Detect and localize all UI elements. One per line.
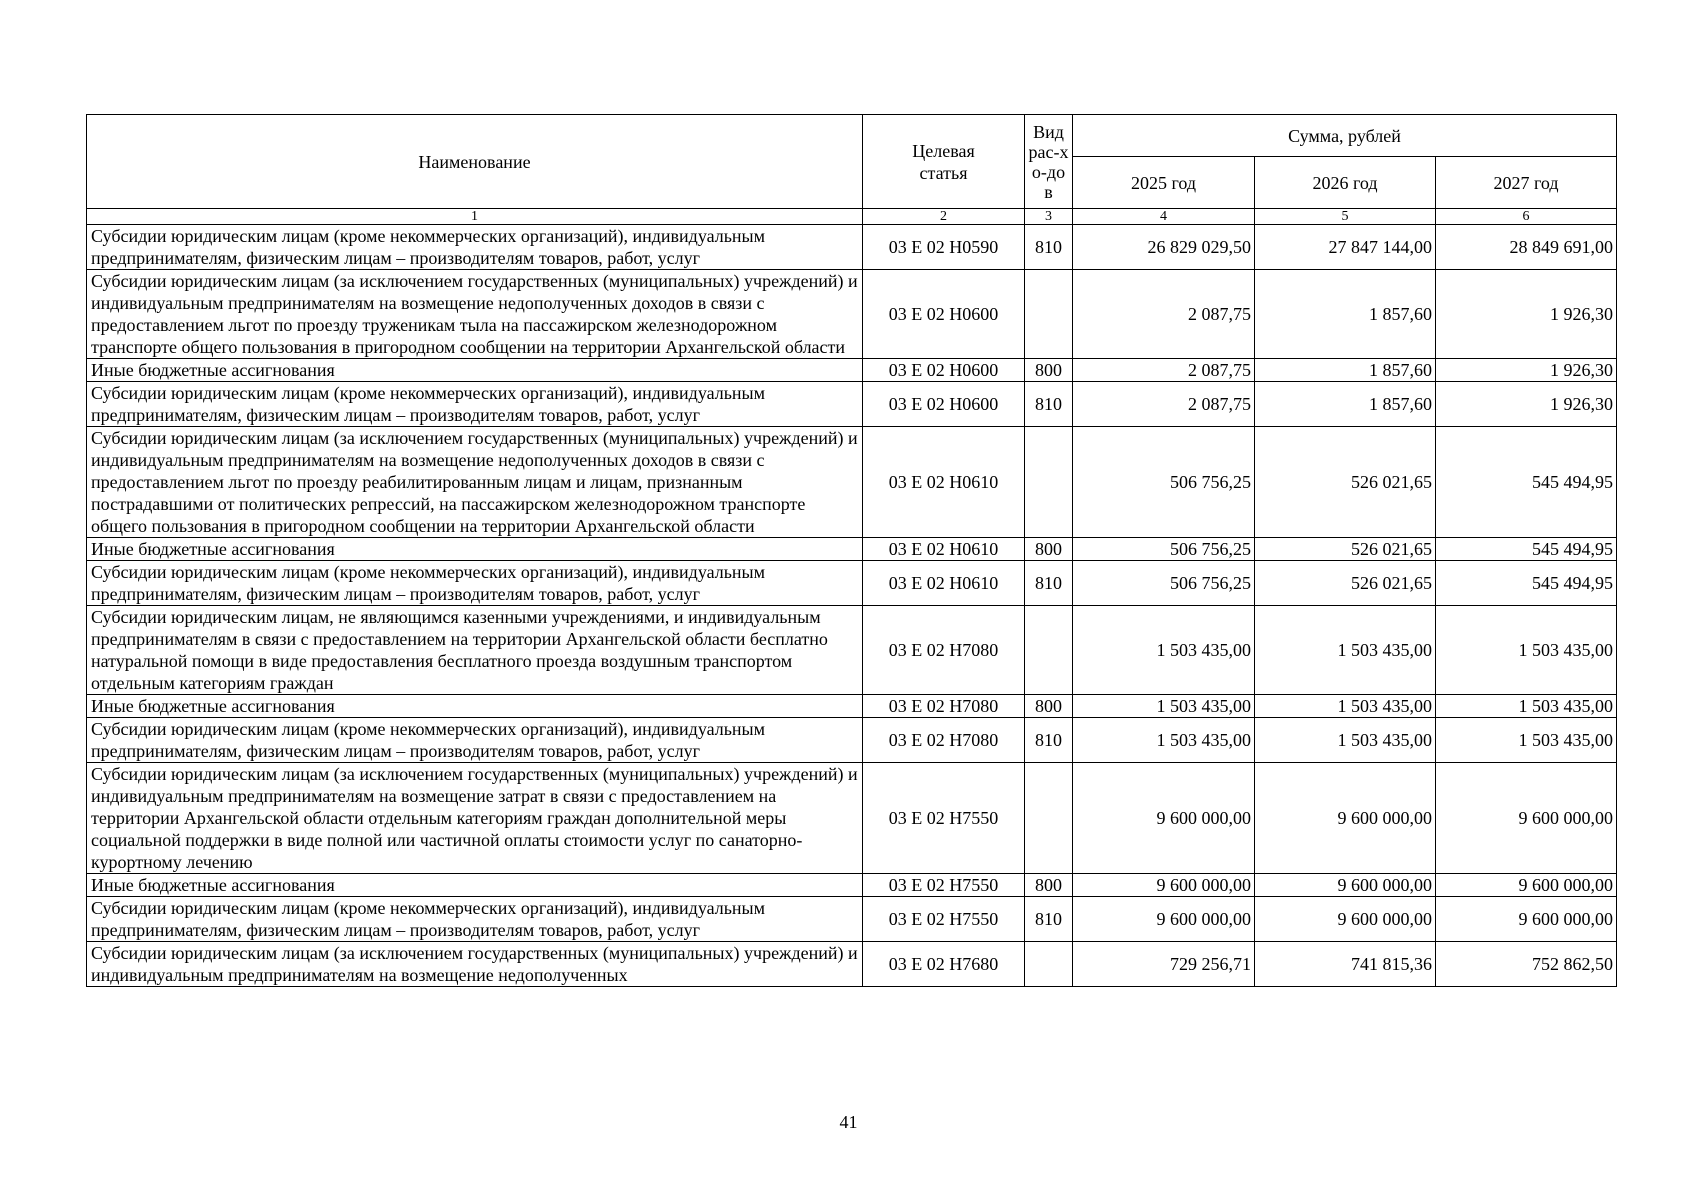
row-name: Субсидии юридическим лицам, не являющимся казенными учреждениями, и индивидуальным предпринимателям в связи с предоставлением на территории Архангельской области бесплатно натуральной помощи в виде предоставления бесплатного проезда воздушным транспортом отдельным категориям граждан <box>87 606 863 695</box>
row-expense-type: 800 <box>1025 538 1073 561</box>
row-name: Иные бюджетные ассигнования <box>87 874 863 897</box>
row-expense-type: 800 <box>1025 359 1073 382</box>
row-value-2025: 9 600 000,00 <box>1073 763 1255 874</box>
row-value-2026: 1 503 435,00 <box>1255 606 1436 695</box>
row-value-2026: 1 503 435,00 <box>1255 718 1436 763</box>
row-value-2025: 506 756,25 <box>1073 561 1255 606</box>
row-expense-type: 800 <box>1025 695 1073 718</box>
row-name: Иные бюджетные ассигнования <box>87 695 863 718</box>
row-value-2025: 2 087,75 <box>1073 359 1255 382</box>
header-expense-type <box>1025 115 1073 209</box>
header-year-2027: 2027 год <box>1436 157 1617 209</box>
row-name: Субсидии юридическим лицам (кроме некоммерческих организаций), индивидуальным предпринимателям, физическим лицам – производителям товаров, работ, услуг <box>87 897 863 942</box>
row-value-2027: 28 849 691,00 <box>1436 225 1617 270</box>
row-name: Иные бюджетные ассигнования <box>87 359 863 382</box>
row-name: Субсидии юридическим лицам (кроме некоммерческих организаций), индивидуальным предпринимателям, физическим лицам – производителям товаров, работ, услуг <box>87 225 863 270</box>
row-value-2027: 1 926,30 <box>1436 382 1617 427</box>
table-row <box>87 718 1617 763</box>
header-sum: Сумма, рублей <box>1073 115 1617 157</box>
row-value-2027: 752 862,50 <box>1436 942 1617 987</box>
row-value-2026: 9 600 000,00 <box>1255 763 1436 874</box>
row-value-2025: 9 600 000,00 <box>1073 874 1255 897</box>
row-value-2026: 741 815,36 <box>1255 942 1436 987</box>
row-value-2027: 1 926,30 <box>1436 270 1617 359</box>
row-expense-type: 810 <box>1025 382 1073 427</box>
page-number: 41 <box>839 1112 858 1132</box>
row-name: Иные бюджетные ассигнования <box>87 538 863 561</box>
table-row <box>87 561 1617 606</box>
row-value-2026: 1 857,60 <box>1255 359 1436 382</box>
row-expense-type <box>1025 763 1073 874</box>
row-target-article: 03 Е 02 Н0590 <box>863 225 1025 270</box>
row-target-article: 03 Е 02 Н0610 <box>863 427 1025 538</box>
row-name: Субсидии юридическим лицам (за исключением государственных (муниципальных) учреждений) и индивидуальным предпринимателям на возмещение недополученных доходов в связи с предоставлением льгот по проезду реабилитированным лицам и лицам, признанным пострадавшими от политических репрессий, на пассажирском железнодорожном транспорте общего пользования в пригородном сообщении на территории Архангельской области <box>87 427 863 538</box>
row-value-2026: 1 857,60 <box>1255 382 1436 427</box>
table-row <box>87 897 1617 942</box>
header-year-2026: 2026 год <box>1255 157 1436 209</box>
row-value-2025: 1 503 435,00 <box>1073 718 1255 763</box>
row-expense-type <box>1025 427 1073 538</box>
row-target-article: 03 Е 02 Н0610 <box>863 538 1025 561</box>
row-value-2026: 9 600 000,00 <box>1255 874 1436 897</box>
row-expense-type <box>1025 606 1073 695</box>
row-value-2026: 1 857,60 <box>1255 270 1436 359</box>
row-name: Субсидии юридическим лицам (за исключением государственных (муниципальных) учреждений) и индивидуальным предпринимателям на возмещение недополученных доходов в связи с предоставлением льгот по проезду труженикам тыла на пассажирском железнодорожном транспорте общего пользования в пригородном сообщении на территории Архангельской области <box>87 270 863 359</box>
header-name: Наименование <box>87 115 863 209</box>
header-expense-type-text: Вид рас-хо-дов <box>1028 121 1069 202</box>
row-target-article: 03 Е 02 Н7080 <box>863 718 1025 763</box>
row-value-2026: 526 021,65 <box>1255 538 1436 561</box>
table-row <box>87 695 1617 718</box>
row-value-2027: 1 926,30 <box>1436 359 1617 382</box>
column-number: 5 <box>1255 209 1436 225</box>
row-value-2025: 2 087,75 <box>1073 270 1255 359</box>
row-target-article: 03 Е 02 Н7550 <box>863 763 1025 874</box>
column-number: 6 <box>1436 209 1617 225</box>
row-value-2026: 526 021,65 <box>1255 561 1436 606</box>
row-expense-type: 810 <box>1025 225 1073 270</box>
row-value-2027: 9 600 000,00 <box>1436 897 1617 942</box>
column-number: 2 <box>863 209 1025 225</box>
header-target-article-text: Целевая статья <box>912 140 975 183</box>
row-value-2025: 26 829 029,50 <box>1073 225 1255 270</box>
row-target-article: 03 Е 02 Н7680 <box>863 942 1025 987</box>
table-row <box>87 606 1617 695</box>
row-target-article: 03 Е 02 Н7080 <box>863 606 1025 695</box>
row-expense-type: 810 <box>1025 561 1073 606</box>
table-row <box>87 538 1617 561</box>
row-value-2025: 1 503 435,00 <box>1073 606 1255 695</box>
row-value-2027: 545 494,95 <box>1436 427 1617 538</box>
row-value-2027: 9 600 000,00 <box>1436 874 1617 897</box>
row-value-2025: 506 756,25 <box>1073 427 1255 538</box>
column-number: 3 <box>1025 209 1073 225</box>
header-target-article <box>863 115 1025 209</box>
row-expense-type: 800 <box>1025 874 1073 897</box>
column-number: 1 <box>87 209 863 225</box>
row-target-article: 03 Е 02 Н0600 <box>863 382 1025 427</box>
table-row <box>87 382 1617 427</box>
row-value-2027: 545 494,95 <box>1436 538 1617 561</box>
row-target-article: 03 Е 02 Н0610 <box>863 561 1025 606</box>
row-name: Субсидии юридическим лицам (за исключением государственных (муниципальных) учреждений) и индивидуальным предпринимателям на возмещение затрат в связи с предоставлением на территории Архангельской области отдельным категориям граждан дополнительной меры социальной поддержки в виде полной или частичной оплаты стоимости услуг по санаторно-курортному лечению <box>87 763 863 874</box>
row-value-2027: 545 494,95 <box>1436 561 1617 606</box>
row-value-2027: 9 600 000,00 <box>1436 763 1617 874</box>
row-value-2027: 1 503 435,00 <box>1436 718 1617 763</box>
table-row <box>87 874 1617 897</box>
row-expense-type: 810 <box>1025 718 1073 763</box>
column-number: 4 <box>1073 209 1255 225</box>
table-row <box>87 225 1617 270</box>
row-value-2025: 1 503 435,00 <box>1073 695 1255 718</box>
row-name: Субсидии юридическим лицам (кроме некоммерческих организаций), индивидуальным предпринимателям, физическим лицам – производителям товаров, работ, услуг <box>87 561 863 606</box>
row-target-article: 03 Е 02 Н7550 <box>863 897 1025 942</box>
row-value-2025: 729 256,71 <box>1073 942 1255 987</box>
row-value-2026: 27 847 144,00 <box>1255 225 1436 270</box>
table-body <box>87 225 1617 987</box>
row-name: Субсидии юридическим лицам (за исключением государственных (муниципальных) учреждений) и индивидуальным предпринимателям на возмещение недополученных <box>87 942 863 987</box>
row-expense-type <box>1025 270 1073 359</box>
row-expense-type: 810 <box>1025 897 1073 942</box>
budget-table <box>86 114 1617 987</box>
row-target-article: 03 Е 02 Н7080 <box>863 695 1025 718</box>
table-row <box>87 270 1617 359</box>
row-value-2025: 2 087,75 <box>1073 382 1255 427</box>
row-target-article: 03 Е 02 Н0600 <box>863 270 1025 359</box>
row-name: Субсидии юридическим лицам (кроме некоммерческих организаций), индивидуальным предпринимателям, физическим лицам – производителям товаров, работ, услуг <box>87 718 863 763</box>
row-value-2026: 526 021,65 <box>1255 427 1436 538</box>
table-row <box>87 763 1617 874</box>
row-value-2027: 1 503 435,00 <box>1436 606 1617 695</box>
table-row <box>87 359 1617 382</box>
row-name: Субсидии юридическим лицам (кроме некоммерческих организаций), индивидуальным предпринимателям, физическим лицам – производителям товаров, работ, услуг <box>87 382 863 427</box>
row-value-2025: 506 756,25 <box>1073 538 1255 561</box>
row-value-2025: 9 600 000,00 <box>1073 897 1255 942</box>
row-target-article: 03 Е 02 Н7550 <box>863 874 1025 897</box>
table-row <box>87 427 1617 538</box>
row-value-2026: 1 503 435,00 <box>1255 695 1436 718</box>
row-value-2027: 1 503 435,00 <box>1436 695 1617 718</box>
row-value-2026: 9 600 000,00 <box>1255 897 1436 942</box>
header-year-2025: 2025 год <box>1073 157 1255 209</box>
row-target-article: 03 Е 02 Н0600 <box>863 359 1025 382</box>
table-row <box>87 942 1617 987</box>
column-number-row <box>87 209 1617 225</box>
row-expense-type <box>1025 942 1073 987</box>
